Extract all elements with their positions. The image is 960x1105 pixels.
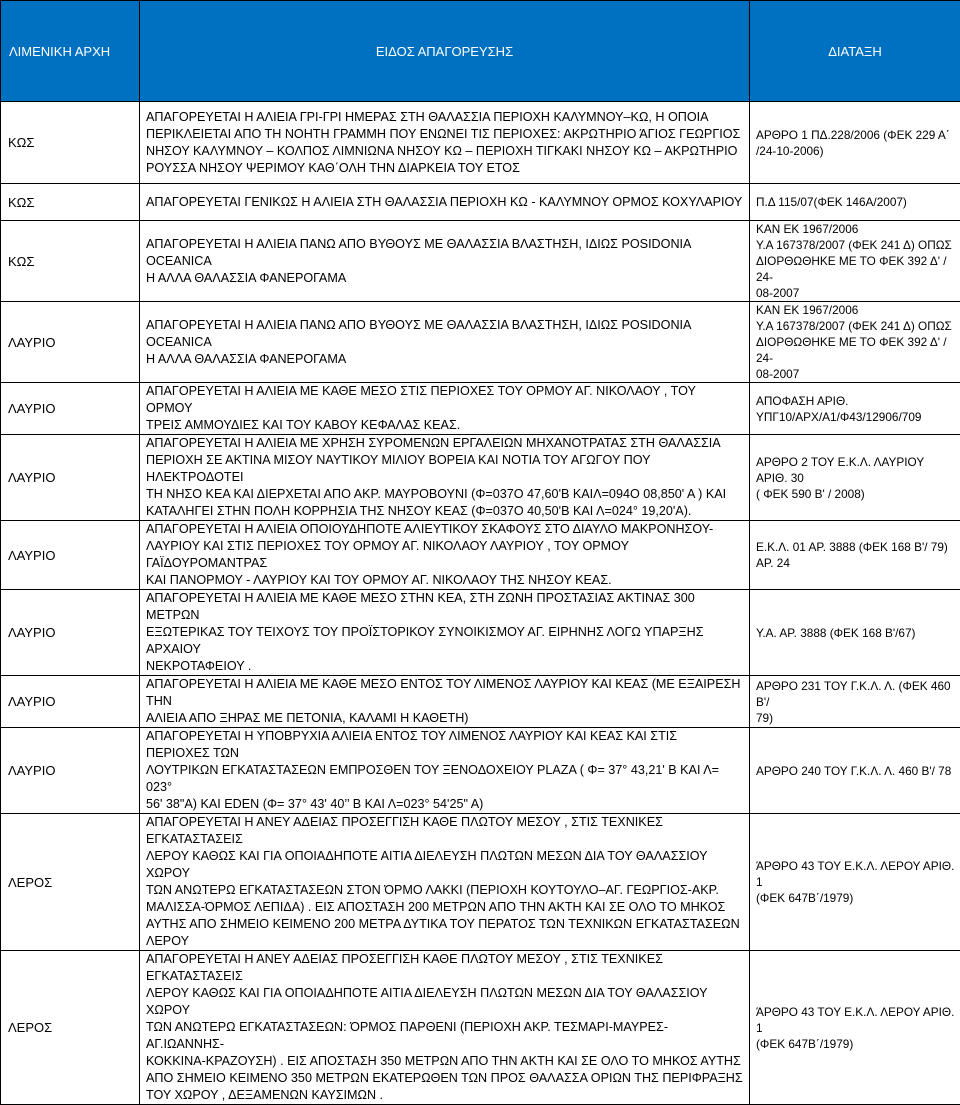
regulation-line: /24-10-2006) — [756, 143, 956, 159]
header-regulation: ΔΙΑΤΑΞΗ — [750, 1, 960, 102]
port-authority-cell: ΛΑΥΡΙΟ — [1, 728, 140, 814]
restriction-description-cell — [140, 383, 750, 435]
table-row — [1, 221, 960, 302]
restriction-description-cell — [140, 521, 750, 590]
description-line: ΤΡΕΙΣ ΑΜΜΟΥΔΙΕΣ ΚΑΙ ΤΟΥ ΚΑΒΟΥ ΚΕΦΑΛΑΣ ΚΕΑΣ. — [146, 417, 743, 434]
regulation-line: (ΦΕΚ 647Β΄/1979) — [756, 890, 956, 906]
restriction-description-cell — [140, 221, 750, 302]
regulation-line: ΔΙΟΡΘΩΘΗΚΕ ΜΕ ΤΟ ΦΕΚ 392 Δ' / 24- — [756, 253, 956, 285]
table-row — [1, 590, 960, 676]
table-row — [1, 383, 960, 435]
regulation-cell — [750, 435, 960, 521]
description-line: ΠΕΡΙΟΧΗ ΣΕ ΑΚΤΙΝΑ ΜΙΣΟΥ ΝΑΥΤΙΚΟΥ ΜΙΛΙΟΥ ΒΟΡΕΙΑ ΚΑΙ ΝΟΤΙΑ ΤΟΥ ΑΓΩΓΟΥ ΠΟΥ ΗΛΕΚΤΡΟΔΟΤΕΙ — [146, 452, 743, 486]
restriction-description-cell — [140, 435, 750, 521]
regulation-line: ΚΑΝ ΕΚ 1967/2006 — [756, 221, 956, 237]
regulation-line: Υ.Α. ΑΡ. 3888 (ΦΕΚ 168 Β'/67) — [756, 625, 956, 641]
description-line: ΑΠΑΓΟΡΕΥΕΤΑΙ Η ΑΝΕΥ ΑΔΕΙΑΣ ΠΡΟΣΕΓΓΙΣΗ ΚΑΘΕ ΠΛΩΤΟΥ ΜΕΣΟΥ , ΣΤΙΣ ΤΕΧΝΙΚΕΣ ΕΓΚΑΤΑΣΤΑΣΕΙΣ — [146, 951, 743, 985]
regulation-cell — [750, 676, 960, 728]
description-line: ΑΠΑΓΟΡΕΥΕΤΑΙ Η ΑΛΙΕΙΑ ΟΠΟΙΟΥΔΗΠΟΤΕ ΑΛΙΕΥΤΙΚΟΥ ΣΚΑΦΟΥΣ ΣΤΟ ΔΙΑΥΛΟ ΜΑΚΡΟΝΗΣΟΥ- — [146, 521, 743, 538]
port-authority-cell: ΛΑΥΡΙΟ — [1, 302, 140, 383]
regulation-cell — [750, 590, 960, 676]
regulation-line: ΚΑΝ ΕΚ 1967/2006 — [756, 302, 956, 318]
regulation-line: ΑΡΘΡΟ 2 ΤΟΥ Ε.Κ.Λ. ΛΑΥΡΙΟΥ ΑΡΙΘ. 30 — [756, 454, 956, 486]
description-line: Η ΑΛΛΑ ΘΑΛΑΣΣΙΑ ΦΑΝΕΡΟΓΑΜΑ — [146, 270, 743, 287]
table-row — [1, 102, 960, 184]
restriction-description-cell — [140, 102, 750, 184]
regulation-line: 08-2007 — [756, 285, 956, 301]
header-row — [1, 1, 960, 102]
port-authority-cell: ΛΑΥΡΙΟ — [1, 521, 140, 590]
description-line: ΑΠΟ ΣΗΜΕΙΟ ΚΕΙΜΕΝΟ 350 ΜΕΤΡΩΝ ΕΚΑΤΕΡΩΘΕΝ ΤΩΝ ΠΡΟΣ ΘΑΛΑΣΣΑ ΟΡΙΩΝ ΤΗΣ ΠΕΡΙΦΡΑΞΗΣ — [146, 1070, 743, 1087]
regulation-line: Υ.Α 167378/2007 (ΦΕΚ 241 Δ) ΟΠΩΣ — [756, 237, 956, 253]
description-line: ΚΟΚΚΙΝΑ-ΚΡΑΖΟΥΣΗ) . ΕΙΣ ΑΠΟΣΤΑΣΗ 350 ΜΕΤΡΩΝ ΑΠΟ ΤΗΝ ΑΚΤΗ ΚΑΙ ΣΕ ΟΛΟ ΤΟ ΜΗΚΟΣ ΑΥΤΗΣ — [146, 1053, 743, 1070]
description-line: ΑΠΑΓΟΡΕΥΕΤΑΙ Η ΑΝΕΥ ΑΔΕΙΑΣ ΠΡΟΣΕΓΓΙΣΗ ΚΑΘΕ ΠΛΩΤΟΥ ΜΕΣΟΥ , ΣΤΙΣ ΤΕΧΝΙΚΕΣ ΕΓΚΑΤΑΣΤΑΣΕΙΣ — [146, 814, 743, 848]
restriction-description-cell — [140, 590, 750, 676]
regulation-line: (ΦΕΚ 647Β΄/1979) — [756, 1036, 956, 1052]
description-line: ΝΕΚΡΟΤΑΦΕΙΟΥ . — [146, 658, 743, 675]
description-line: ΠΕΡΙΚΛΕΙΕΤΑΙ ΑΠΟ ΤΗ ΝΟΗΤΗ ΓΡΑΜΜΗ ΠΟΥ ΕΝΩΝΕΙ ΤΙΣ ΠΕΡΙΟΧΕΣ: ΑΚΡΩΤΗΡΙΟ ΆΓΙΟΣ ΓΕΩΡΓΙΟΣ — [146, 126, 743, 143]
description-line: ΤΟΥ ΧΩΡΟΥ , ΔΕΞΑΜΕΝΩΝ ΚΑΥΣΙΜΩΝ . — [146, 1087, 743, 1104]
regulation-line: ( ΦΕΚ 590 Β' / 2008) — [756, 486, 956, 502]
description-line: ΤΩΝ ΑΝΩΤΕΡΩ ΕΓΚΑΤΑΣΤΑΣΕΩΝ: ΌΡΜΟΣ ΠΑΡΘΕΝΙ (ΠΕΡΙΟΧΗ ΑΚΡ. ΤΕΣΜΑΡΙ-ΜΑΥΡΕΣ-ΑΓ.ΙΩΑΝΝΗΣ- — [146, 1019, 743, 1053]
description-line: Η ΑΛΛΑ ΘΑΛΑΣΣΙΑ ΦΑΝΕΡΟΓΑΜΑ — [146, 351, 743, 368]
regulation-cell — [750, 383, 960, 435]
description-line: ΜΑΛΙΣΣΑ-ΌΡΜΟΣ ΛΕΠΙΔΑ) . ΕΙΣ ΑΠΟΣΤΑΣΗ 200 ΜΕΤΡΩΝ ΑΠΟ ΤΗΝ ΑΚΤΗ ΚΑΙ ΣΕ ΟΛΟ ΤΟ ΜΗΚΟΣ — [146, 899, 743, 916]
regulation-cell — [750, 184, 960, 221]
regulation-line: Π.Δ 115/07(ΦΕΚ 146Α/2007) — [756, 194, 956, 210]
description-line: ΤΩΝ ΑΝΩΤΕΡΩ ΕΓΚΑΤΑΣΤΑΣΕΩΝ ΣΤΟΝ ΌΡΜΟ ΛΑΚΚΙ (ΠΕΡΙΟΧΗ ΚΟΥΤΟΥΛΟ–ΑΓ. ΓΕΩΡΓΙΟΣ-ΑΚΡ. — [146, 882, 743, 899]
regulation-line: ΔΙΟΡΘΩΘΗΚΕ ΜΕ ΤΟ ΦΕΚ 392 Δ' / 24- — [756, 334, 956, 366]
port-authority-cell: ΛΑΥΡΙΟ — [1, 590, 140, 676]
regulation-line: ΑΠΟΦΑΣΗ ΑΡΙΘ. — [756, 393, 956, 409]
description-line: ΛΕΡΟΥ ΚΑΘΩΣ ΚΑΙ ΓΙΑ ΟΠΟΙΑΔΗΠΟΤΕ ΑΙΤΙΑ ΔΙΕΛΕΥΣΗ ΠΛΩΤΩΝ ΜΕΣΩΝ ΔΙΑ ΤΟΥ ΘΑΛΑΣΣΙΟΥ ΧΩΡΟΥ — [146, 848, 743, 882]
description-line: ΛΕΡΟΥ — [146, 933, 743, 950]
port-authority-cell: ΚΩΣ — [1, 221, 140, 302]
port-authority-cell: ΛΑΥΡΙΟ — [1, 676, 140, 728]
port-authority-cell: ΛΕΡΟΣ — [1, 951, 140, 1105]
description-line: ΚΑΙ ΠΑΝΟΡΜΟΥ - ΛΑΥΡΙΟΥ ΚΑΙ ΤΟΥ ΟΡΜΟΥ ΑΓ. ΝΙΚΟΛΑΟΥ ΤΗΣ ΝΗΣΟΥ ΚΕΑΣ. — [146, 572, 743, 589]
header-restriction-type: ΕΙΔΟΣ ΑΠΑΓΟΡΕΥΣΗΣ — [140, 1, 750, 102]
port-authority-cell: ΛΑΥΡΙΟ — [1, 383, 140, 435]
restriction-description-cell — [140, 951, 750, 1105]
description-line: ΑΠΑΓΟΡΕΥΕΤΑΙ Η ΑΛΙΕΙΑ ΠΑΝΩ ΑΠΟ ΒΥΘΟΥΣ ΜΕ ΘΑΛΑΣΣΙΑ ΒΛΑΣΤΗΣΗ, ΙΔΙΩΣ POSIDONIA OCEANICA — [146, 317, 743, 351]
regulation-line: Υ.Α 167378/2007 (ΦΕΚ 241 Δ) ΟΠΩΣ — [756, 318, 956, 334]
regulation-cell — [750, 814, 960, 951]
table-row — [1, 728, 960, 814]
regulation-line: ΑΡΘΡΟ 1 ΠΔ.228/2006 (ΦΕΚ 229 Α΄ — [756, 127, 956, 143]
description-line: ΡΟΥΣΣΑ ΝΗΣΟΥ ΨΕΡΙΜΟΥ ΚΑΘ΄ΟΛΗ ΤΗΝ ΔΙΑΡΚΕΙΑ ΤΟΥ ΕΤΟΣ — [146, 160, 743, 177]
regulation-cell — [750, 302, 960, 383]
regulation-cell — [750, 102, 960, 184]
regulation-line: ΆΡΘΡΟ 43 ΤΟΥ Ε.Κ.Λ. ΛΕΡΟΥ ΑΡΙΘ. 1 — [756, 1004, 956, 1036]
description-line: ΛΟΥΤΡΙΚΩΝ ΕΓΚΑΤΑΣΤΑΣΕΩΝ ΕΜΠΡΟΣΘΕΝ ΤΟΥ ΞΕΝΟΔΟΧΕΙΟΥ PLAZA ( Φ= 37° 43,21' Β ΚΑΙ Λ= 023° — [146, 762, 743, 796]
description-line: ΑΠΑΓΟΡΕΥΕΤΑΙ Η ΑΛΙΕΙΑ ΜΕ ΚΑΘΕ ΜΕΣΟ ΣΤΙΣ ΠΕΡΙΟΧΕΣ ΤΟΥ ΟΡΜΟΥ ΑΓ. ΝΙΚΟΛΑΟΥ , ΤΟΥ ΟΡΜΟΥ — [146, 383, 743, 417]
table-row — [1, 302, 960, 383]
regulation-line: ΑΡΘΡΟ 231 ΤΟΥ Γ.Κ.Λ. Λ. (ΦΕΚ 460 Β'/ — [756, 678, 956, 710]
port-authority-cell: ΚΩΣ — [1, 102, 140, 184]
description-line: ΑΠΑΓΟΡΕΥΕΤΑΙ Η ΑΛΙΕΙΑ ΜΕ ΧΡΗΣΗ ΣΥΡΟΜΕΝΩΝ ΕΡΓΑΛΕΙΩΝ ΜΗΧΑΝΟΤΡΑΤΑΣ ΣΤΗ ΘΑΛΑΣΣΙΑ — [146, 435, 743, 452]
regulation-cell — [750, 221, 960, 302]
regulation-line: 08-2007 — [756, 366, 956, 382]
description-line: ΛΑΥΡΙΟΥ ΚΑΙ ΣΤΙΣ ΠΕΡΙΟΧΕΣ ΤΟΥ ΟΡΜΟΥ ΑΓ. ΝΙΚΟΛΑΟΥ ΛΑΥΡΙΟΥ , ΤΟΥ ΟΡΜΟΥ ΓΑΪΔΟΥΡΟΜΑΝΤΡΑΣ — [146, 538, 743, 572]
restriction-description-cell — [140, 676, 750, 728]
description-line: ΕΞΩΤΕΡΙΚΑΣ ΤΟΥ ΤΕΙΧΟΥΣ ΤΟΥ ΠΡΟΪΣΤΟΡΙΚΟΥ ΣΥΝΟΙΚΙΣΜΟΥ ΑΓ. ΕΙΡΗΝΗΣ ΛΟΓΩ ΥΠΑΡΞΗΣ ΑΡΧΑΙΟΥ — [146, 624, 743, 658]
restriction-description-cell — [140, 728, 750, 814]
description-line: ΝΗΣΟΥ ΚΑΛΥΜΝΟΥ – ΚΟΛΠΟΣ ΛΙΜΝΙΩΝΑ ΝΗΣΟΥ ΚΩ – ΠΕΡΙΟΧΗ ΤΙΓΚΑΚΙ ΝΗΣΟΥ ΚΩ – ΑΚΡΩΤΗΡΙΟ — [146, 143, 743, 160]
restriction-description-cell — [140, 302, 750, 383]
regulation-line: ΑΡΘΡΟ 240 ΤΟΥ Γ.Κ.Λ. Λ. 460 Β'/ 78 — [756, 763, 956, 779]
description-line: ΑΠΑΓΟΡΕΥΕΤΑΙ Η ΑΛΙΕΙΑ ΓΡΙ-ΓΡΙ ΗΜΕΡΑΣ ΣΤΗ ΘΑΛΑΣΣΙΑ ΠΕΡΙΟΧΗ ΚΑΛΥΜΝΟΥ–ΚΩ, Η ΟΠΟΙΑ — [146, 109, 743, 126]
regulation-line: Ε.Κ.Λ. 01 ΑΡ. 3888 (ΦΕΚ 168 Β'/ 79) — [756, 539, 956, 555]
table-row — [1, 951, 960, 1105]
table-row — [1, 184, 960, 221]
restriction-description-cell — [140, 184, 750, 221]
description-line: ΑΠΑΓΟΡΕΥΕΤΑΙ ΓΕΝΙΚΩΣ Η ΑΛΙΕΙΑ ΣΤΗ ΘΑΛΑΣΣΙΑ ΠΕΡΙΟΧΗ ΚΩ - ΚΑΛΥΜΝΟΥ ΟΡΜΟΣ ΚΟΧΥΛΑΡΙΟΥ — [146, 194, 743, 211]
port-authority-cell: ΚΩΣ — [1, 184, 140, 221]
description-line: ΑΠΑΓΟΡΕΥΕΤΑΙ Η ΑΛΙΕΙΑ ΜΕ ΚΑΘΕ ΜΕΣΟ ΕΝΤΟΣ ΤΟΥ ΛΙΜΕΝΟΣ ΛΑΥΡΙΟΥ ΚΑΙ ΚΕΑΣ (ΜΕ ΕΞΑΙΡΕΣΗ ΤΗΝ — [146, 676, 743, 710]
regulation-line: 79) — [756, 710, 956, 726]
port-authority-cell: ΛΕΡΟΣ — [1, 814, 140, 951]
table-row — [1, 676, 960, 728]
description-line: ΛΕΡΟΥ ΚΑΘΩΣ ΚΑΙ ΓΙΑ ΟΠΟΙΑΔΗΠΟΤΕ ΑΙΤΙΑ ΔΙΕΛΕΥΣΗ ΠΛΩΤΩΝ ΜΕΣΩΝ ΔΙΑ ΤΟΥ ΘΑΛΑΣΣΙΟΥ ΧΩΡΟΥ — [146, 985, 743, 1019]
regulation-cell — [750, 521, 960, 590]
regulation-line: ΑΡ. 24 — [756, 555, 956, 571]
table-row — [1, 814, 960, 951]
description-line: ΚΑΤΑΛΗΓΕΙ ΣΤΗΝ ΠΟΛΗ ΚΟΡΡΗΣΙΑ ΤΗΣ ΝΗΣΟΥ ΚΕΑΣ (Φ=037Ο 40,50'Β ΚΑΙ Λ=024° 19,20'Α). — [146, 503, 743, 520]
regulation-line: ΆΡΘΡΟ 43 ΤΟΥ Ε.Κ.Λ. ΛΕΡΟΥ ΑΡΙΘ. 1 — [756, 858, 956, 890]
description-line: ΤΗ ΝΗΣΟ ΚΕΑ ΚΑΙ ΔΙΕΡΧΕΤΑΙ ΑΠΟ ΑΚΡ. ΜΑΥΡΟΒΟΥΝΙ (Φ=037Ο 47,60'Β ΚΑΙΛ=094Ο 08,850' Α ) ΚΑΙ — [146, 486, 743, 503]
description-line: ΑΠΑΓΟΡΕΥΕΤΑΙ Η ΥΠΟΒΡΥΧΙΑ ΑΛΙΕΙΑ ΕΝΤΟΣ ΤΟΥ ΛΙΜΕΝΟΣ ΛΑΥΡΙΟΥ ΚΑΙ ΚΕΑΣ ΚΑΙ ΣΤΙΣ ΠΕΡΙΟΧΕΣ ΤΩΝ — [146, 728, 743, 762]
description-line: ΑΠΑΓΟΡΕΥΕΤΑΙ Η ΑΛΙΕΙΑ ΜΕ ΚΑΘΕ ΜΕΣΟ ΣΤΗΝ ΚΕΑ, ΣΤΗ ΖΩΝΗ ΠΡΟΣΤΑΣΙΑΣ ΑΚΤΙΝΑΣ 300 ΜΕΤΡΩΝ — [146, 590, 743, 624]
regulation-line: ΥΠΓ10/ΑΡΧ/Α1/Φ43/12906/709 — [756, 409, 956, 425]
description-line: ΑΛΙΕΙΑ ΑΠΟ ΞΗΡΑΣ ΜΕ ΠΕΤΟΝΙΑ, ΚΑΛΑΜΙ Η ΚΑΘΕΤΗ) — [146, 710, 743, 727]
regulation-cell — [750, 951, 960, 1105]
description-line: 56' 38"Α) ΚΑΙ EDEN (Φ= 37° 43' 40’’ Β ΚΑΙ Λ=023° 54'25" Α) — [146, 796, 743, 813]
regulation-cell — [750, 728, 960, 814]
description-line: ΑΠΑΓΟΡΕΥΕΤΑΙ Η ΑΛΙΕΙΑ ΠΑΝΩ ΑΠΟ ΒΥΘΟΥΣ ΜΕ ΘΑΛΑΣΣΙΑ ΒΛΑΣΤΗΣΗ, ΙΔΙΩΣ POSIDONIA OCEANICA — [146, 236, 743, 270]
header-port-authority: ΛΙΜΕΝΙΚΗ ΑΡΧΗ — [1, 1, 140, 102]
restriction-description-cell — [140, 814, 750, 951]
table-row — [1, 521, 960, 590]
table-row — [1, 435, 960, 521]
port-authority-cell: ΛΑΥΡΙΟ — [1, 435, 140, 521]
description-line: ΑΥΤΗΣ ΑΠΟ ΣΗΜΕΙΟ ΚΕΙΜΕΝΟ 200 ΜΕΤΡΑ ΔΥΤΙΚΑ ΤΟΥ ΠΕΡΑΤΟΣ ΤΩΝ ΤΕΧΝΙΚΩΝ ΕΓΚΑΤΑΣΤΑΣΕΩΝ — [146, 916, 743, 933]
